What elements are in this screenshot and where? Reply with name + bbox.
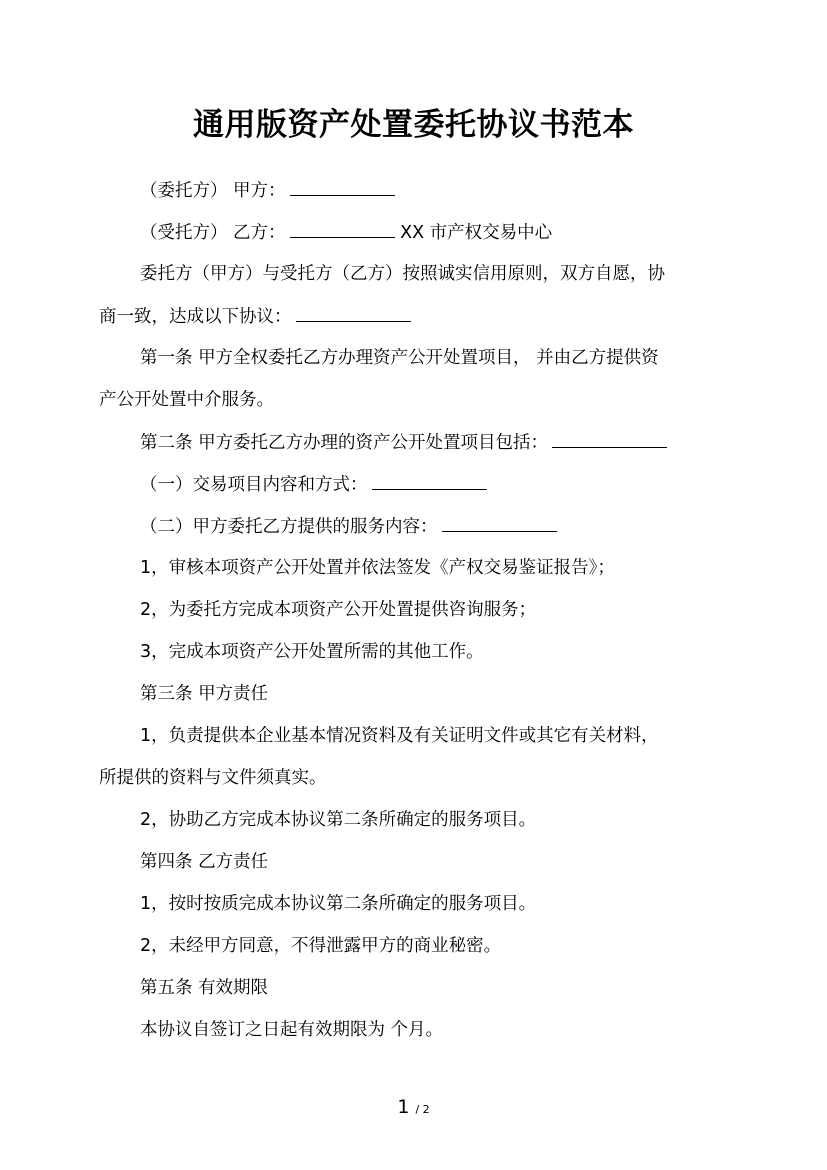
article-1-line-2: 产公开处置中介服务。 — [99, 390, 274, 410]
article-2-item-1-blank — [372, 471, 487, 490]
party-b-blank — [290, 219, 395, 238]
article-4-item-1: 1，按时按质完成本协议第二条所确定的服务项目。 — [140, 894, 537, 914]
article-2-text: 第二条 甲方委托乙方办理的资产公开处置项目包括： — [140, 433, 549, 453]
party-b-line — [140, 219, 552, 246]
intro-line-1: 委托方（甲方）与受托方（乙方）按照诚实信用原则，双方自愿，协 — [140, 264, 665, 284]
article-2-line — [140, 429, 667, 456]
article-2-item-2-text: （二）甲方委托乙方提供的服务内容： — [140, 517, 438, 537]
article-2-service-1: 1，审核本项资产公开处置并依法签发《产权交易鉴证报告》； — [140, 558, 615, 578]
intro-line-2-text: 商一致，达成以下协议： — [99, 307, 292, 327]
page-number — [0, 1094, 827, 1123]
article-5-body: 本协议自签订之日起有效期限为 个月。 — [140, 1020, 444, 1040]
article-2-item-1 — [140, 471, 487, 498]
article-3-item-2: 2，协助乙方完成本协议第二条所确定的服务项目。 — [140, 810, 537, 830]
article-5-heading: 第五条 有效期限 — [140, 978, 269, 998]
article-3-item-1-line-1: 1，负责提供本企业基本情况资料及有关证明文件或其它有关材料， — [140, 726, 659, 746]
article-2-service-2: 2，为委托方完成本项资产公开处置提供咨询服务； — [140, 600, 537, 620]
party-b-label: （受托方） 乙方： — [140, 223, 286, 243]
article-3-item-1-line-2: 所提供的资料与文件须真实。 — [99, 768, 327, 788]
intro-blank — [296, 303, 411, 322]
article-2-service-3: 3，完成本项资产公开处置所需的其他工作。 — [140, 642, 484, 662]
article-2-item-2-blank — [442, 513, 557, 532]
intro-line-2 — [99, 303, 411, 330]
article-1-line-1: 第一条 甲方全权委托乙方办理资产公开处置项目， 并由乙方提供资 — [140, 348, 659, 368]
article-4-item-2: 2，未经甲方同意，不得泄露甲方的商业秘密。 — [140, 936, 502, 956]
article-4-heading: 第四条 乙方责任 — [140, 852, 269, 872]
article-2-blank — [552, 429, 667, 448]
article-3-heading: 第三条 甲方责任 — [140, 684, 269, 704]
page-current: 1 — [397, 1096, 410, 1118]
party-a-blank — [290, 177, 395, 196]
article-2-item-1-text: （一）交易项目内容和方式： — [140, 475, 368, 495]
party-b-name: XX 市产权交易中心 — [400, 223, 553, 243]
party-a-label: （委托方） 甲方： — [140, 181, 286, 201]
page-total: / 2 — [415, 1103, 430, 1116]
party-a-line — [140, 177, 395, 204]
document-title: 通用版资产处置委托协议书范本 — [193, 107, 634, 143]
article-2-item-2 — [140, 513, 557, 540]
